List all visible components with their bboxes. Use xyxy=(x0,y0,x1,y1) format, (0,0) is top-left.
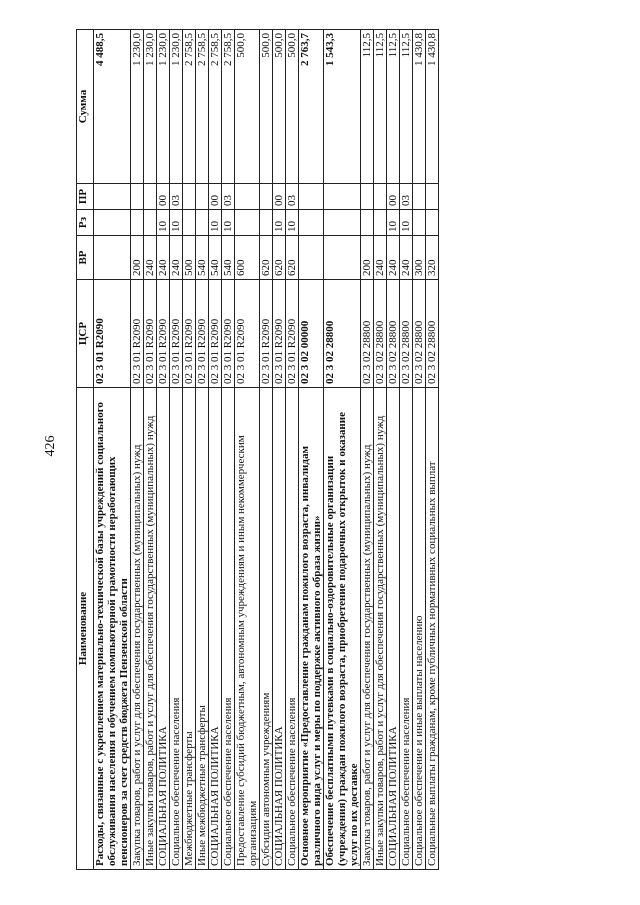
cell-csr: 02 3 01 R2090 xyxy=(157,280,170,388)
cell-vr: 240 xyxy=(400,236,413,280)
cell-name: Социальное обеспечение населения xyxy=(400,388,413,870)
table-row xyxy=(426,30,439,870)
cell-csr: 02 3 01 R2090 xyxy=(286,280,299,388)
table-row xyxy=(286,30,299,870)
cell-name: Социальные выплаты гражданам, кроме публичных нормативных социальных выплат xyxy=(426,388,439,870)
table-row xyxy=(273,30,286,870)
cell-pr xyxy=(183,184,196,210)
cell-rz xyxy=(426,210,439,236)
cell-vr: 540 xyxy=(196,236,209,280)
cell-rz xyxy=(324,210,361,236)
header-rz: Рз xyxy=(77,210,94,236)
cell-vr: 620 xyxy=(260,236,273,280)
cell-rz: 10 xyxy=(273,210,286,236)
cell-name: Обеспечение бесплатными путевками в социально-оздоровительные организации (учреждения) граждан пожилого возраста, приобретение подарочных открыток и оказание услуг по их доставке xyxy=(324,388,361,870)
table-row xyxy=(94,30,131,870)
cell-rz xyxy=(235,210,260,236)
cell-rz: 10 xyxy=(157,210,170,236)
table-row xyxy=(144,30,157,870)
header-name: Наименование xyxy=(77,388,94,870)
cell-sum: 1 430,8 xyxy=(413,30,426,184)
cell-sum: 1 230,0 xyxy=(157,30,170,184)
cell-csr: 02 3 01 R2090 xyxy=(170,280,183,388)
cell-sum: 112,5 xyxy=(361,30,374,184)
cell-csr: 02 3 01 R2090 xyxy=(196,280,209,388)
table-row xyxy=(157,30,170,870)
table-row xyxy=(260,30,273,870)
table-row xyxy=(235,30,260,870)
cell-pr xyxy=(260,184,273,210)
cell-sum: 1 230,0 xyxy=(170,30,183,184)
cell-rz xyxy=(413,210,426,236)
cell-rz xyxy=(196,210,209,236)
cell-rz: 10 xyxy=(209,210,222,236)
cell-csr: 02 3 02 28800 xyxy=(361,280,374,388)
header-vr: ВР xyxy=(77,236,94,280)
header-pr: ПР xyxy=(77,184,94,210)
table-row xyxy=(361,30,374,870)
cell-rz xyxy=(374,210,387,236)
cell-rz: 10 xyxy=(387,210,400,236)
cell-name: СОЦИАЛЬНАЯ ПОЛИТИКА xyxy=(157,388,170,870)
cell-vr: 540 xyxy=(209,236,222,280)
table-body xyxy=(94,30,439,870)
cell-pr: 03 xyxy=(286,184,299,210)
header-sum: Сумма xyxy=(77,30,94,184)
page-number: 426 xyxy=(43,435,58,457)
table-row xyxy=(413,30,426,870)
cell-name: СОЦИАЛЬНАЯ ПОЛИТИКА xyxy=(273,388,286,870)
table-row xyxy=(183,30,196,870)
cell-pr xyxy=(144,184,157,210)
table-row xyxy=(400,30,413,870)
cell-name: СОЦИАЛЬНАЯ ПОЛИТИКА xyxy=(209,388,222,870)
cell-pr xyxy=(196,184,209,210)
table-row xyxy=(324,30,361,870)
cell-csr: 02 3 02 28800 xyxy=(374,280,387,388)
cell-vr: 240 xyxy=(374,236,387,280)
cell-vr: 240 xyxy=(170,236,183,280)
cell-csr: 02 3 01 R2090 xyxy=(94,280,131,388)
cell-rz xyxy=(183,210,196,236)
cell-rz: 10 xyxy=(222,210,235,236)
cell-csr: 02 3 02 28800 xyxy=(413,280,426,388)
cell-sum: 1 230,0 xyxy=(144,30,157,184)
cell-sum: 112,5 xyxy=(387,30,400,184)
cell-sum: 500,0 xyxy=(286,30,299,184)
cell-sum: 2 758,5 xyxy=(209,30,222,184)
cell-pr: 03 xyxy=(400,184,413,210)
table-row xyxy=(209,30,222,870)
cell-csr: 02 3 02 28800 xyxy=(324,280,361,388)
cell-sum: 1 543,3 xyxy=(324,30,361,184)
cell-pr: 00 xyxy=(157,184,170,210)
cell-vr xyxy=(299,236,324,280)
cell-csr: 02 3 01 R2090 xyxy=(260,280,273,388)
cell-csr: 02 3 01 R2090 xyxy=(235,280,260,388)
cell-sum: 500,0 xyxy=(273,30,286,184)
cell-sum: 1 230,0 xyxy=(131,30,144,184)
cell-name: СОЦИАЛЬНАЯ ПОЛИТИКА xyxy=(387,388,400,870)
table-row xyxy=(387,30,400,870)
cell-sum: 112,5 xyxy=(374,30,387,184)
cell-sum: 4 488,5 xyxy=(94,30,131,184)
cell-vr: 200 xyxy=(361,236,374,280)
cell-pr xyxy=(426,184,439,210)
cell-csr: 02 3 01 R2090 xyxy=(131,280,144,388)
cell-rz xyxy=(131,210,144,236)
cell-vr: 620 xyxy=(286,236,299,280)
cell-sum: 2 758,5 xyxy=(196,30,209,184)
cell-sum: 2 763,7 xyxy=(299,30,324,184)
cell-name: Закупка товаров, работ и услуг для обеспечения государственных (муниципальных) нужд xyxy=(131,388,144,870)
header-csr: ЦСР xyxy=(77,280,94,388)
cell-sum: 1 430,8 xyxy=(426,30,439,184)
table-header-row xyxy=(77,30,94,870)
budget-table xyxy=(76,29,439,870)
cell-csr: 02 3 01 R2090 xyxy=(144,280,157,388)
cell-name: Социальное обеспечение населения xyxy=(286,388,299,870)
cell-csr: 02 3 02 28800 xyxy=(387,280,400,388)
table-row xyxy=(131,30,144,870)
cell-name: Иные закупки товаров, работ и услуг для обеспечения государственных (муниципальных) нужд xyxy=(144,388,157,870)
cell-name: Основное мероприятие «Предоставление гражданам пожилого возраста, инвалидам различного вида услуг и меры по поддержке активного образа жизни» xyxy=(299,388,324,870)
cell-vr: 600 xyxy=(235,236,260,280)
table-row xyxy=(196,30,209,870)
cell-pr xyxy=(94,184,131,210)
table-row xyxy=(374,30,387,870)
cell-sum: 2 758,5 xyxy=(183,30,196,184)
cell-pr xyxy=(299,184,324,210)
table-row xyxy=(299,30,324,870)
cell-name: Субсидии автономным учреждениям xyxy=(260,388,273,870)
table-row xyxy=(222,30,235,870)
cell-pr xyxy=(374,184,387,210)
cell-vr: 240 xyxy=(144,236,157,280)
cell-csr: 02 3 02 28800 xyxy=(426,280,439,388)
cell-rz: 10 xyxy=(286,210,299,236)
cell-rz xyxy=(144,210,157,236)
cell-sum: 500,0 xyxy=(260,30,273,184)
cell-csr: 02 3 01 R2090 xyxy=(273,280,286,388)
cell-pr xyxy=(361,184,374,210)
cell-csr: 02 3 01 R2090 xyxy=(209,280,222,388)
cell-rz xyxy=(361,210,374,236)
cell-vr: 240 xyxy=(387,236,400,280)
cell-sum: 2 758,5 xyxy=(222,30,235,184)
cell-name: Расходы, связанные с укреплением материально-технической базы учреждений социального обслуживания населения и обучением компьютерной грамотности неработающих пенсионеров за счет средств бюджета Пензенской области xyxy=(94,388,131,870)
cell-pr xyxy=(235,184,260,210)
cell-vr: 240 xyxy=(157,236,170,280)
cell-name: Иные закупки товаров, работ и услуг для обеспечения государственных (муниципальных) нужд xyxy=(374,388,387,870)
cell-sum: 500,0 xyxy=(235,30,260,184)
cell-pr: 03 xyxy=(222,184,235,210)
cell-sum: 112,5 xyxy=(400,30,413,184)
cell-name: Закупка товаров, работ и услуг для обеспечения государственных (муниципальных) нужд xyxy=(361,388,374,870)
cell-name: Социальное обеспечение населения xyxy=(222,388,235,870)
cell-rz xyxy=(94,210,131,236)
cell-rz xyxy=(299,210,324,236)
cell-pr xyxy=(324,184,361,210)
cell-pr xyxy=(131,184,144,210)
cell-name: Межбюджетные трансферты xyxy=(183,388,196,870)
cell-csr: 02 3 01 R2090 xyxy=(183,280,196,388)
cell-rz: 10 xyxy=(400,210,413,236)
cell-vr: 540 xyxy=(222,236,235,280)
cell-name: Иные межбюджетные трансферты xyxy=(196,388,209,870)
cell-csr: 02 3 02 28800 xyxy=(400,280,413,388)
rotated-page-content xyxy=(76,30,566,870)
cell-rz xyxy=(260,210,273,236)
cell-pr: 00 xyxy=(209,184,222,210)
cell-vr: 620 xyxy=(273,236,286,280)
cell-vr xyxy=(324,236,361,280)
cell-csr: 02 3 01 R2090 xyxy=(222,280,235,388)
cell-vr: 200 xyxy=(131,236,144,280)
cell-name: Социальное обеспечение населения xyxy=(170,388,183,870)
cell-pr: 00 xyxy=(387,184,400,210)
cell-pr xyxy=(413,184,426,210)
cell-rz: 10 xyxy=(170,210,183,236)
cell-vr: 300 xyxy=(413,236,426,280)
cell-vr: 320 xyxy=(426,236,439,280)
cell-pr: 03 xyxy=(170,184,183,210)
cell-name: Предоставление субсидий бюджетным, автономным учреждениям и иным некоммерческим организациям xyxy=(235,388,260,870)
cell-csr: 02 3 02 00000 xyxy=(299,280,324,388)
cell-vr xyxy=(94,236,131,280)
cell-vr: 500 xyxy=(183,236,196,280)
table-row xyxy=(170,30,183,870)
cell-pr: 00 xyxy=(273,184,286,210)
cell-name: Социальное обеспечение и иные выплаты населению xyxy=(413,388,426,870)
